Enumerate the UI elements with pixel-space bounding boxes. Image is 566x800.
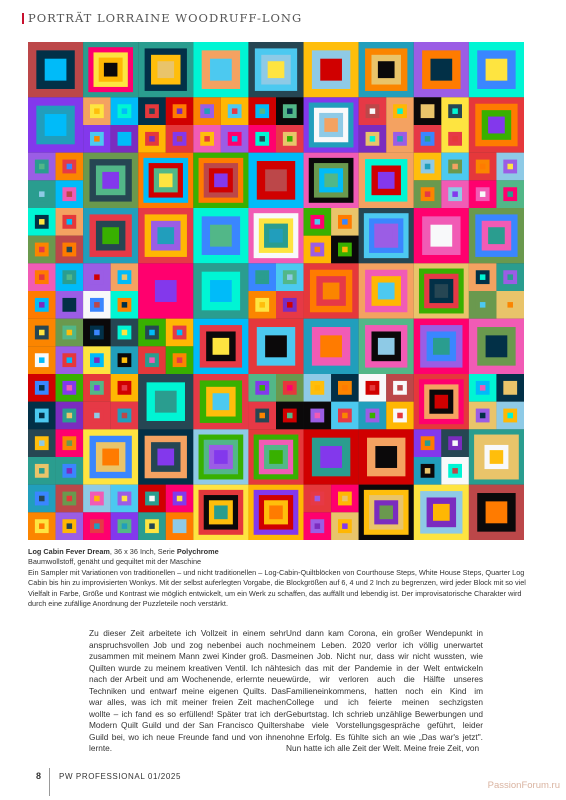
watermark: PassionForum.ru <box>487 780 560 791</box>
page-footer <box>36 769 181 783</box>
caption-line-1 <box>28 547 528 557</box>
body-paragraph-1: Zu dieser Zeit arbeitete ich Vollzeit in einem sehr anspruchsvollen Job und zog nebenbei auch noch zusammen mit meinem Mann zwei Kinder groß. Das Quilten wurde zu meinem kreativen Ventil. Ich nähte nach der Arbeit und am Wochenende, erlernte neue Techniken und entwarf meine eigenen Quilts. Das war alles, was ich mit meiner freien Zeit machen wollte – ich fand es so erfüllend! Später trat ich der Modern Quilt Guild und der San Francisco Quilters Guild bei, wo ich neue Freunde fand und von ihnen lernte. <box>89 628 286 753</box>
body-column-left <box>89 628 286 755</box>
magazine-name: PW PROFESSIONAL 01/2025 <box>59 771 182 781</box>
quilt-photo <box>28 42 524 540</box>
section-header <box>22 10 302 26</box>
body-paragraph-2: Und dann kam Corona, ein großer Wendepunkt in meinem Leben. 2020 verlor ich völlig unerwartet meinen Job. Nicht nur, dass wir nicht wussten, wie sich das mit der Pandemie in der Welt entwickeln würde, wir verloren auch die Hälfte unseres Familieneinkommens, hatten noch ein Kind im College und ich feierte meinen sechzigsten Geburtstag. Ich schrieb unzählige Bewerbungen und habe viele Vorstellungsgespräche geführt, leider ohne Erfolg. Es fühlte sich an wie „Das war's jetzt". Nun hatte ich alle Zeit der Welt. Meine freie Zeit, von <box>286 628 483 753</box>
header-accent-bar <box>22 13 24 24</box>
log-cabin-quilt-image <box>28 42 524 540</box>
caption-meta: , 36 x 36 Inch, Serie <box>109 547 177 556</box>
header-title: PORTRÄT LORRAINE WOODRUFF-LONG <box>28 11 303 25</box>
caption-line-2: Baumwollstoff, genäht und gequiltet mit der Maschine <box>28 557 202 567</box>
page-number: 8 <box>36 771 42 781</box>
footer-divider <box>49 768 50 796</box>
body-column-right <box>286 628 483 755</box>
image-caption <box>28 547 528 609</box>
caption-description: Ein Sampler mit Variationen von traditionellen – und nicht traditionellen – Log-Cabin-Quiltblöcken von Courthouse Steps, White House Steps, Quarter Log Cabin bis hin zu improvisierten Wonkys. Mit der selbst auferlegten Vorgabe, die Blockgrößen auf 6, 4 und 2 Inch zu begrenzen, wird jeder Block mit so viel Vielfalt in Farbe, Größe und Kontrast wie möglich entwickelt, um ein Werk zu schaffen, das auffällt und lebendig ist. Der improvisatorische Charakter wird durch eine zufällige Anordnung der Puzzleteile noch verstärkt. <box>28 567 526 609</box>
caption-series: Polychrome <box>176 547 219 556</box>
caption-title: Log Cabin Fever Dream <box>28 547 110 556</box>
